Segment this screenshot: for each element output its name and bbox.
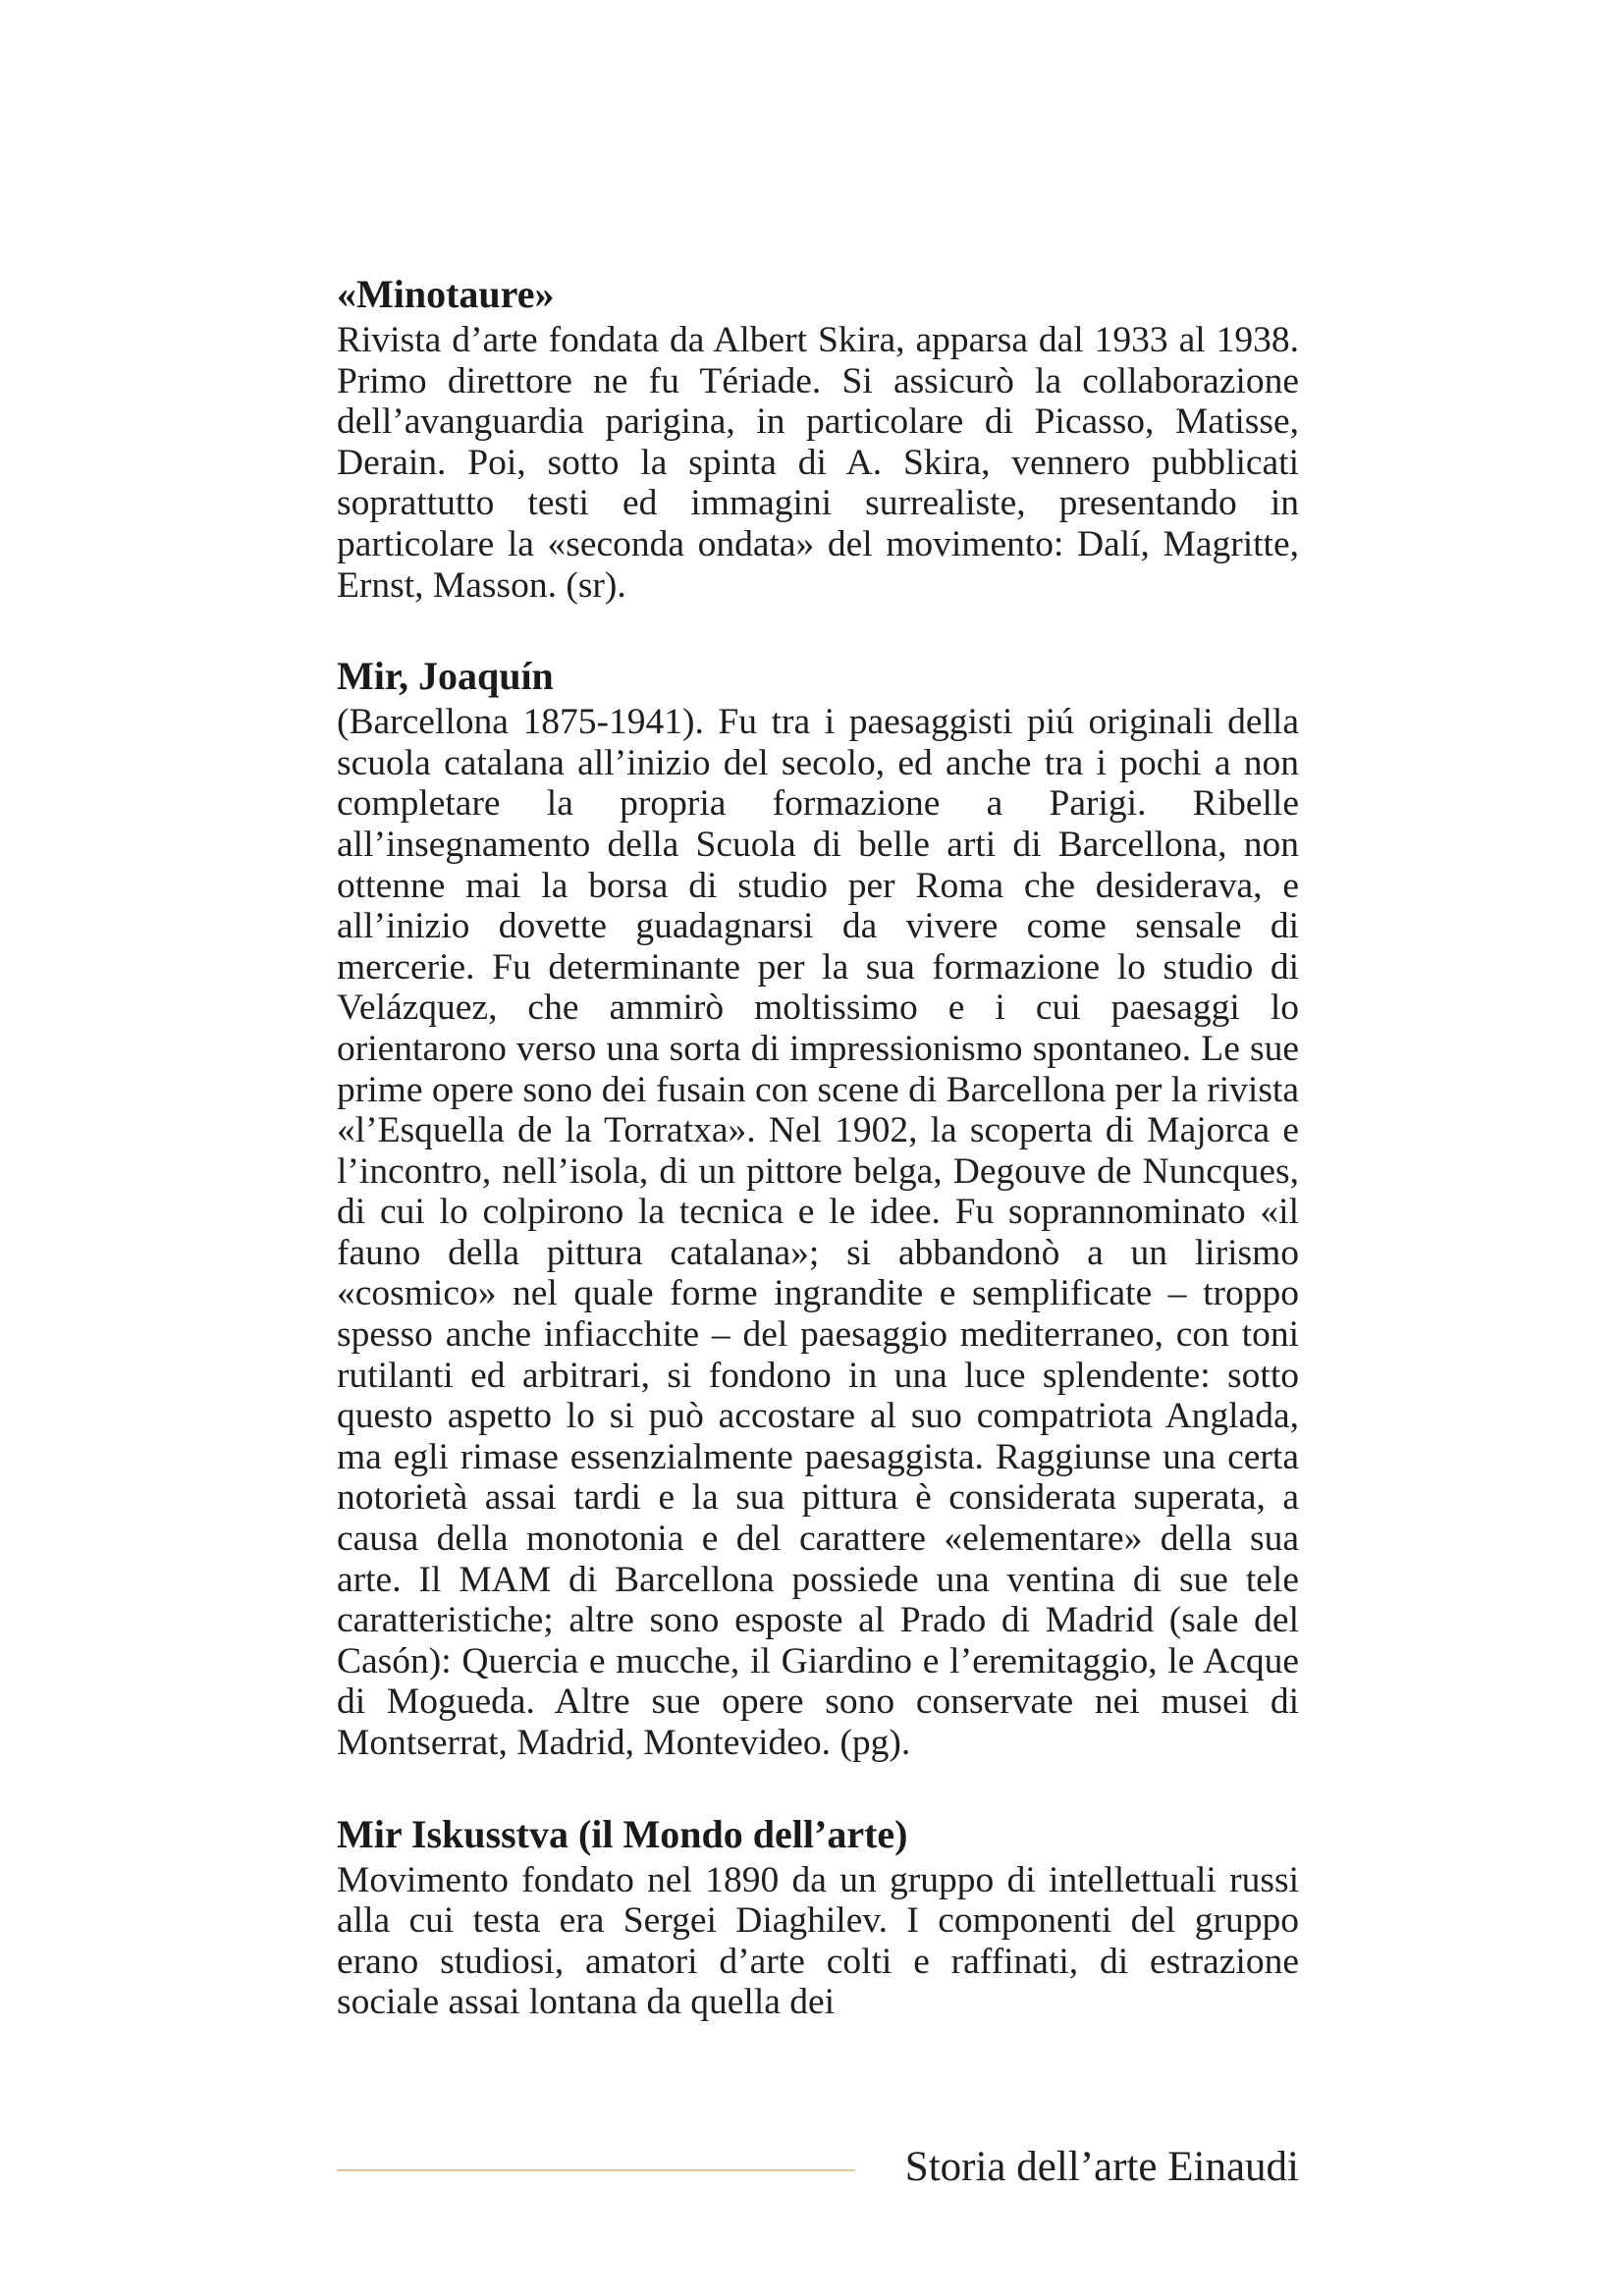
footer-label: Storia dell’arte Einaudi [904, 2144, 1299, 2190]
footer-rule [337, 2169, 855, 2171]
entry-heading: Mir Iskusstva (il Mondo dell’arte) [337, 1811, 908, 1856]
entry-minotaure [337, 273, 1299, 606]
entry-mir-joaquin [337, 655, 1299, 1763]
entry-body: Movimento fondato nel 1890 da un gruppo di intellettuali russi alla cui testa era Sergei Diaghilev. I componenti del gruppo erano studiosi, amatori d’arte colti e raffinati, di estrazione sociale assai lontana da quella dei [337, 1859, 1299, 2023]
page-footer [337, 2143, 1299, 2192]
page-content [337, 273, 1299, 2072]
entry-heading: Mir, Joaquín [337, 654, 554, 699]
entry-body: Rivista d’arte fondata da Albert Skira, apparsa dal 1933 al 1938. Primo direttore ne fu Tériade. Si assicurò la collaborazione dell’avanguardia parigina, in particolare di Picasso, Matisse, Derain. Poi, sotto la spinta di A. Skira, vennero pubblicati soprattutto testi ed immagini surrealiste, presentando in particolare la «seconda ondata» del movimento: Dalí, Magritte, Ernst, Masson. (sr). [337, 320, 1299, 606]
entry-heading: «Minotaure» [337, 272, 555, 316]
entry-body: (Barcellona 1875-1941). Fu tra i paesaggisti piú originali della scuola catalana all’inizio del secolo, ed anche tra i pochi a non completare la propria formazione a Parigi. Ribelle all’insegnamento della Scuola di belle arti di Barcellona, non ottenne mai la borsa di studio per Roma che desiderava, e all’inizio dovette guadagnarsi da vivere come sensale di mercerie. Fu determinante per la sua formazione lo studio di Velázquez, che ammirò moltissimo e i cui paesaggi lo orientarono verso una sorta di impressionismo spontaneo. Le sue prime opere sono dei fusain con scene di Barcellona per la rivista «l’Esquella de la Torratxa». Nel 1902, la scoperta di Majorca e l’incontro, nell’isola, di un pittore belga, Degouve de Nuncques, di cui lo colpirono la tecnica e le idee. Fu soprannominato «il fauno della pittura catalana»; si abbandonò a un lirismo «cosmico» nel quale forme ingrandite e semplificate – troppo spesso anche infiacchite – del paesaggio mediterraneo, con toni rutilanti ed arbitrari, si fondono in una luce splendente: sotto questo aspetto lo si può accostare al suo compatriota Anglada, ma egli rimase essenzialmente paesaggista. Raggiunse una certa notorietà assai tardi e la sua pittura è considerata superata, a causa della monotonia e del carattere «elementare» della sua arte. Il MAM di Barcellona possiede una ventina di sue tele caratteristiche; altre sono esposte al Prado di Madrid (sale del Casón): Quercia e mucche, il Giardino e l’eremitaggio, le Acque di Mogueda. Altre sue opere sono conservate nei musei di Montserrat, Madrid, Montevideo. (pg). [337, 702, 1299, 1763]
entry-mir-iskusstva [337, 1813, 1299, 2023]
